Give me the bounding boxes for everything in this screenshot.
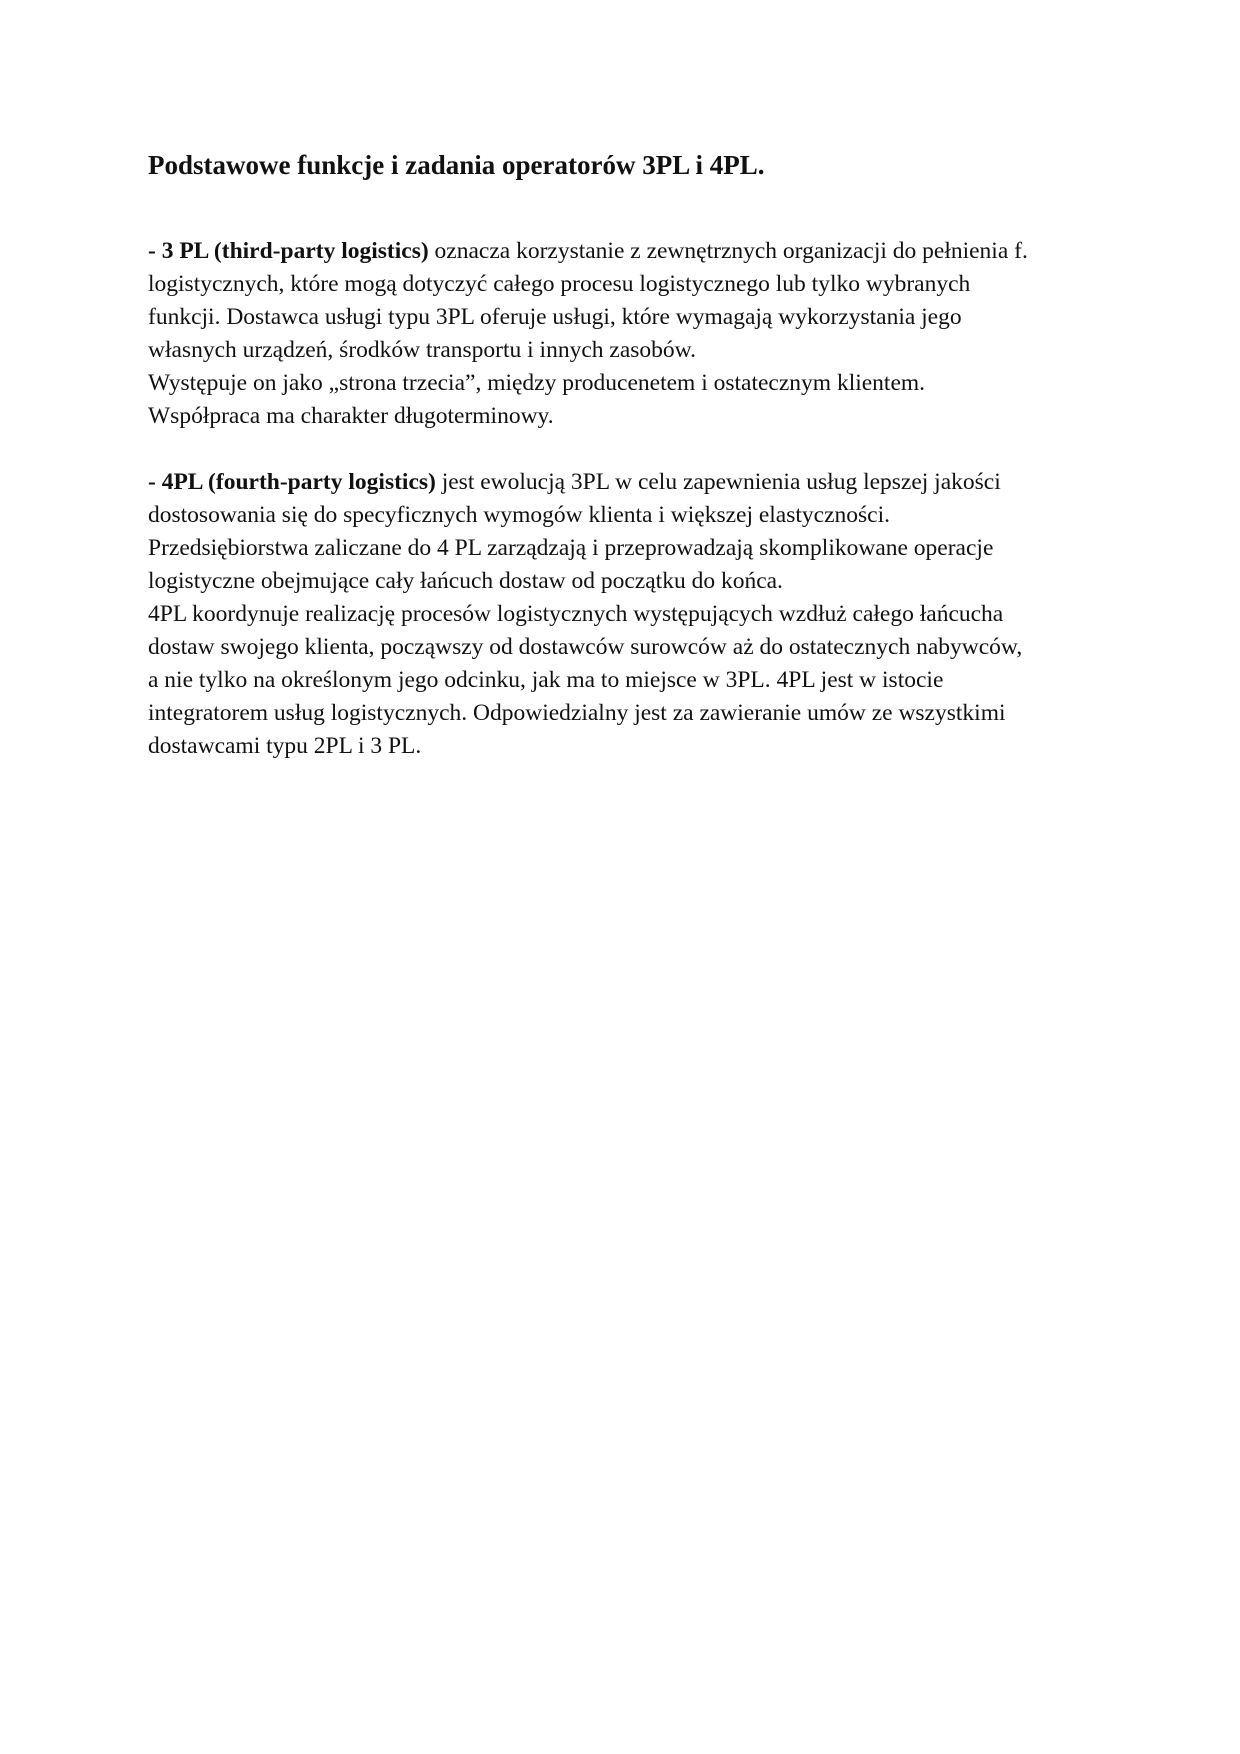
paragraph-line: dostawcami typu 2PL i 3 PL. <box>148 733 422 759</box>
line-text: jest ewolucją 3PL w celu zapewnienia usług lepszej jakości <box>435 469 1001 495</box>
document-title: Podstawowe funkcje i zadania operatorów 3PL i 4PL. <box>148 150 765 180</box>
paragraph-line <box>148 466 1088 499</box>
paragraph-line: własnych urządzeń, środków transportu i innych zasobów. <box>148 337 696 363</box>
paragraph-line: 4PL koordynuje realizację procesów logistycznych występujących wzdłuż całego łańcucha <box>148 601 1004 627</box>
paragraph-line: Występuje on jako „strona trzecia”, między producenetem i ostatecznym klientem. <box>148 370 926 396</box>
term-3pl: - 3 PL (third-party logistics) <box>148 238 429 264</box>
paragraph-4pl <box>148 466 1088 763</box>
paragraph-line: Współpraca ma charakter długoterminowy. <box>148 403 554 429</box>
paragraph-line: logistyczne obejmujące cały łańcuch dostaw od początku do końca. <box>148 568 783 594</box>
paragraph-line: logistycznych, które mogą dotyczyć całego procesu logistycznego lub tylko wybranych <box>148 271 971 297</box>
term-4pl: - 4PL (fourth-party logistics) <box>148 469 436 495</box>
paragraph-line: Przedsiębiorstwa zaliczane do 4 PL zarządzają i przeprowadzają skomplikowane operacje <box>148 535 994 561</box>
paragraph-line: integratorem usług logistycznych. Odpowiedzialny jest za zawieranie umów ze wszystkimi <box>148 700 1006 726</box>
paragraph-line: dostosowania się do specyficznych wymogów klienta i większej elastyczności. <box>148 502 891 528</box>
paragraph-3pl <box>148 235 1088 433</box>
paragraph-line: dostaw swojego klienta, począwszy od dostawców surowców aż do ostatecznych nabywców, <box>148 634 1023 660</box>
line-text: oznacza korzystanie z zewnętrznych organizacji do pełnienia f. <box>428 238 1028 264</box>
paragraph-line: funkcji. Dostawca usługi typu 3PL oferuje usługi, które wymagają wykorzystania jego <box>148 304 962 330</box>
paragraph-line <box>148 235 1088 268</box>
paragraph-line: a nie tylko na określonym jego odcinku, jak ma to miejsce w 3PL. 4PL jest w istocie <box>148 667 944 693</box>
